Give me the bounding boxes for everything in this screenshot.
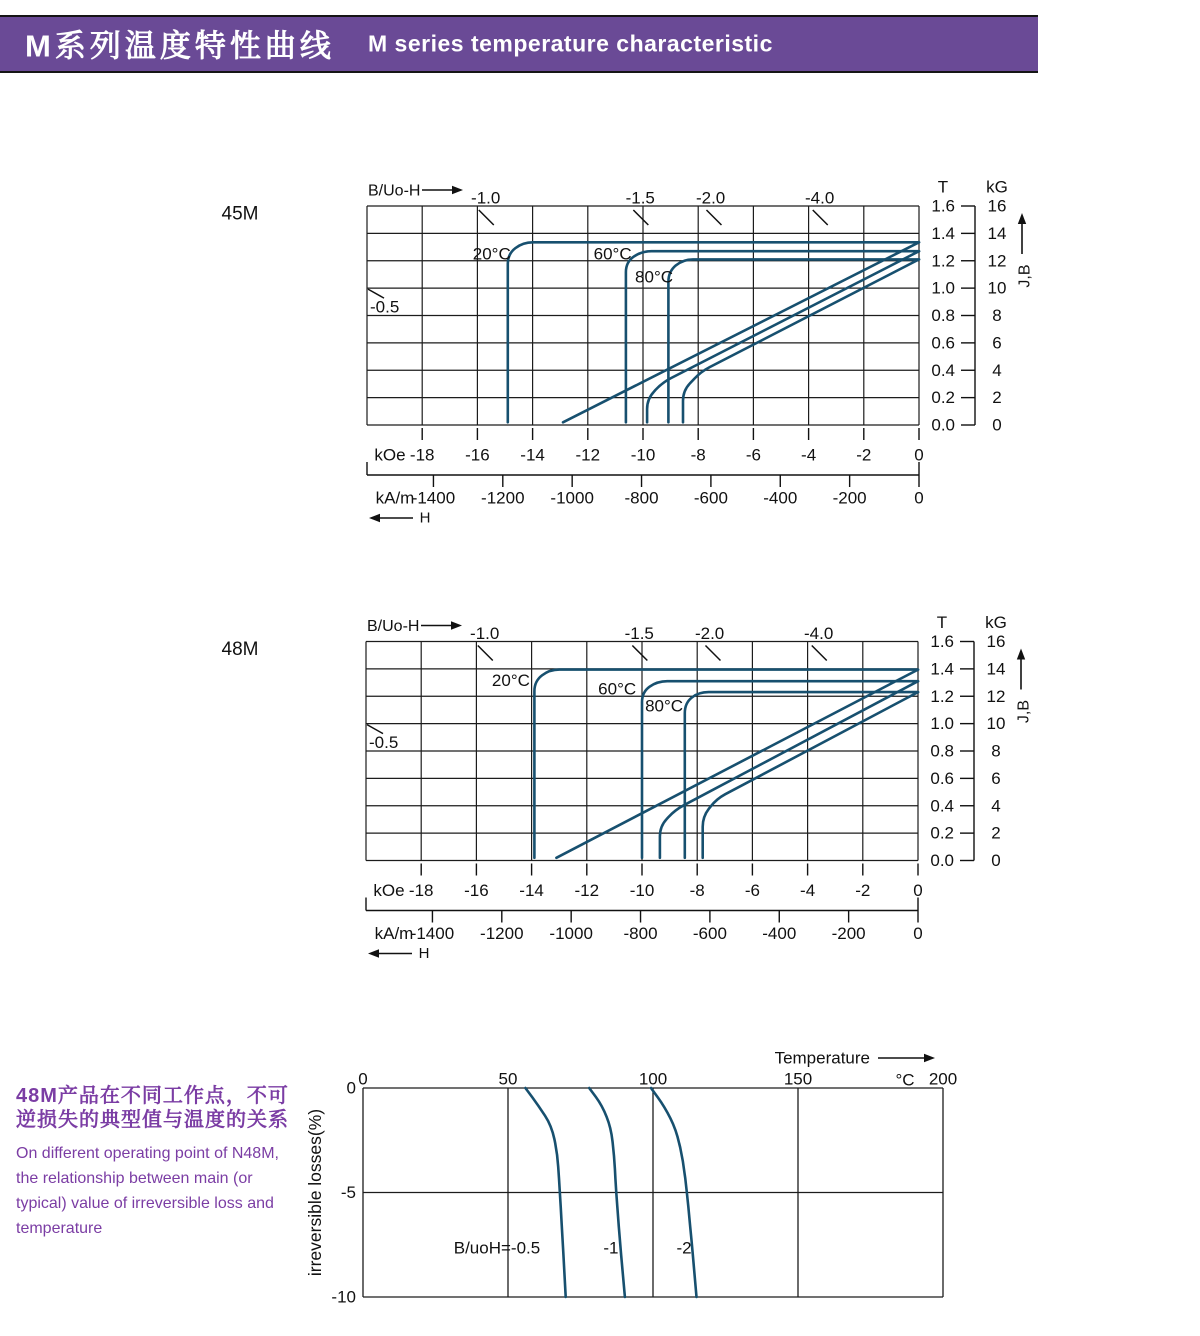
note-zh-line-2: 逆损失的典型值与温度的关系 <box>16 1109 289 1131</box>
kg-tick-label: 0 <box>991 851 1001 870</box>
chart-title: 45M <box>221 203 259 225</box>
load-line-tick <box>706 210 721 225</box>
kAm-tick-label: -600 <box>692 924 727 943</box>
kOe-tick-label: -18 <box>408 881 434 900</box>
temp-label: 20°C <box>472 244 511 264</box>
kOe-tick-label: 0 <box>913 881 923 900</box>
load-line-tick <box>812 646 827 661</box>
temp-label: 60°C <box>598 679 637 699</box>
curve-60C-J <box>642 681 918 858</box>
page-title-zh: M系列温度特性曲线 <box>25 28 335 64</box>
jb-axis-label: J,B <box>1015 699 1033 724</box>
top-axis-arrow-head <box>452 186 463 194</box>
x-axis-title: Temperature <box>774 1048 870 1068</box>
note-zh-line-1: 48M产品在不同工作点，不可 <box>16 1085 289 1107</box>
kOe-unit: kOe <box>374 445 406 465</box>
note-en-line-3: typical) value of irreversible loss and <box>16 1195 274 1212</box>
kOe-tick-label: -8 <box>689 881 705 900</box>
kg-tick-label: 12 <box>986 686 1006 706</box>
kg-tick-label: 4 <box>992 360 1002 380</box>
top-axis-label: B/Uo-H <box>367 618 420 635</box>
t-tick-label: 0.6 <box>931 333 955 353</box>
t-tick-label: 0.8 <box>931 306 955 325</box>
temp-label: 60°C <box>593 244 632 264</box>
kAm-tick-label: -1000 <box>549 924 593 943</box>
t-tick-label: 1.6 <box>930 632 954 651</box>
load-line-tick <box>479 210 494 225</box>
kAm-tick-label: 0 <box>913 924 923 943</box>
kOe-tick-label: -4 <box>800 881 816 900</box>
h-arrow-label: H <box>419 509 431 527</box>
loss-chart <box>305 1049 957 1307</box>
kg-tick-label: 6 <box>992 333 1002 353</box>
load-line-label: -1.0 <box>470 624 500 643</box>
load-line-tick <box>813 210 828 225</box>
temp-label: 20°C <box>491 671 530 691</box>
x-tick-label: 150 <box>783 1069 813 1089</box>
load-line-tick <box>632 646 647 661</box>
t-tick-label: 1.6 <box>931 196 955 216</box>
load-line-label: -1.0 <box>471 188 501 208</box>
temp-label: 80°C <box>635 267 674 287</box>
t-tick-label: 0.8 <box>930 741 954 761</box>
kg-tick-label: 2 <box>992 388 1002 408</box>
kOe-tick-label: -12 <box>575 445 601 465</box>
t-tick-label: 0.0 <box>930 851 954 870</box>
temp-label: 80°C <box>645 696 684 716</box>
x-tick-label: 0 <box>358 1069 368 1089</box>
loss-series-label: -2 <box>676 1238 692 1258</box>
kg-tick-label: 10 <box>987 278 1007 298</box>
kg-tick-label: 4 <box>991 796 1001 816</box>
note-en-line-4: temperature <box>16 1220 103 1237</box>
kAm-tick-label: -600 <box>693 488 728 508</box>
kAm-tick-label: -1200 <box>481 488 525 508</box>
y-tick-label: 0 <box>346 1078 356 1098</box>
load-line-label: -1.5 <box>624 624 654 643</box>
load-line-label-left: -0.5 <box>370 297 400 317</box>
kOe-tick-label: -8 <box>690 445 706 465</box>
kAm-tick-label: -800 <box>624 488 659 508</box>
kAm-tick-label: -200 <box>831 924 866 943</box>
loss-series-label: B/uoH=-0.5 <box>453 1238 541 1258</box>
curve-60C-B <box>647 251 919 422</box>
load-line-label-left: -0.5 <box>369 733 399 753</box>
curve-20C-J <box>534 670 918 858</box>
kg-tick-label: 12 <box>987 251 1007 271</box>
kAm-tick-label: -800 <box>623 924 658 943</box>
kAm-tick-label: -1000 <box>550 488 594 508</box>
kg-tick-label: 2 <box>991 823 1001 843</box>
bh-chart-48M <box>222 613 1033 962</box>
jb-arrow-head <box>1018 213 1026 224</box>
bh-chart-45M <box>222 178 1034 527</box>
kAm-tick-label: 0 <box>914 488 924 508</box>
jb-axis-label: J,B <box>1016 264 1034 288</box>
kOe-tick-label: -6 <box>744 881 760 900</box>
h-arrow-head <box>368 949 379 957</box>
load-line-label: -2.0 <box>694 624 725 643</box>
kOe-tick-label: -6 <box>745 445 761 465</box>
t-tick-label: 0.4 <box>931 360 955 380</box>
t-axis-header: T <box>936 613 948 632</box>
kOe-unit: kOe <box>373 881 405 900</box>
kOe-tick-label: -2 <box>856 445 872 465</box>
kg-tick-label: 6 <box>991 768 1001 788</box>
kOe-tick-label: -2 <box>855 881 871 900</box>
kOe-tick-label: -10 <box>629 881 655 900</box>
chart-title: 48M <box>221 639 259 660</box>
curve-20C-B <box>563 242 919 422</box>
kg-tick-label: 0 <box>992 415 1002 435</box>
kg-tick-label: 10 <box>986 714 1006 734</box>
kOe-tick-label: -12 <box>574 881 600 900</box>
x-tick-label: 200 <box>928 1069 958 1089</box>
t-tick-label: 1.4 <box>931 223 955 243</box>
kg-tick-label: 14 <box>987 223 1007 243</box>
curve-20C-J <box>508 242 919 422</box>
kAm-unit: kA/m <box>375 488 415 508</box>
loss-series-label: -1 <box>603 1238 619 1258</box>
kg-tick-label: 16 <box>986 632 1006 651</box>
t-tick-label: 1.0 <box>931 278 955 298</box>
t-tick-label: 0.4 <box>930 796 954 816</box>
t-tick-label: 1.0 <box>930 714 954 734</box>
kAm-tick-label: -1200 <box>480 924 524 943</box>
kOe-tick-label: -14 <box>519 881 544 900</box>
t-tick-label: 0.2 <box>930 823 954 843</box>
t-tick-label: 1.2 <box>930 686 954 706</box>
kg-tick-label: 8 <box>991 741 1001 761</box>
load-line-label: -2.0 <box>695 188 726 208</box>
kOe-tick-label: -16 <box>465 445 490 465</box>
load-line-tick <box>705 646 720 661</box>
kOe-tick-label: -16 <box>464 881 489 900</box>
note-en-line-2: the relationship between main (or <box>16 1170 253 1187</box>
kAm-tick-label: -1400 <box>411 488 456 508</box>
t-tick-label: 0.2 <box>931 388 955 408</box>
kg-axis-header: kG <box>986 177 1008 197</box>
kAm-tick-label: -400 <box>762 924 797 943</box>
kAm-tick-label: -1400 <box>410 924 455 943</box>
kg-axis-header: kG <box>985 613 1007 632</box>
kOe-tick-label: -18 <box>409 445 435 465</box>
load-line-label: -4.0 <box>803 624 834 643</box>
t-tick-label: 1.4 <box>930 659 954 679</box>
x-axis-unit: °C <box>895 1070 915 1090</box>
x-tick-label: 50 <box>498 1069 518 1089</box>
y-tick-label: -5 <box>340 1183 356 1202</box>
t-tick-label: 1.2 <box>931 251 955 271</box>
kOe-tick-label: 0 <box>914 445 924 465</box>
h-arrow-label: H <box>418 945 430 962</box>
page-title-en: M series temperature characteristic <box>368 30 773 57</box>
t-tick-label: 0.6 <box>930 768 954 788</box>
h-arrow-head <box>369 514 380 522</box>
y-axis-title: irreversible losses(%) <box>305 1108 325 1277</box>
kg-tick-label: 16 <box>987 196 1007 216</box>
top-axis-arrow-head <box>451 621 462 629</box>
temperature-arrow-head <box>924 1054 935 1062</box>
kOe-tick-label: -4 <box>801 445 817 465</box>
x-tick-label: 100 <box>638 1069 668 1089</box>
kAm-tick-label: -200 <box>832 488 867 508</box>
curve-60C-B <box>660 681 918 858</box>
top-axis-label: B/Uo-H <box>368 182 421 200</box>
jb-arrow-head <box>1017 649 1025 660</box>
kOe-tick-label: -10 <box>630 445 656 465</box>
kg-tick-label: 8 <box>992 306 1002 325</box>
load-line-label: -1.5 <box>625 188 655 208</box>
t-tick-label: 0.0 <box>931 415 955 435</box>
load-line-tick <box>633 210 648 225</box>
kOe-tick-label: -14 <box>520 445 545 465</box>
kg-tick-label: 14 <box>986 659 1006 679</box>
y-tick-label: -10 <box>331 1287 356 1307</box>
load-line-tick <box>478 646 493 661</box>
kAm-unit: kA/m <box>374 924 414 943</box>
note-en-line-1: On different operating point of N48M, <box>16 1145 279 1162</box>
t-axis-header: T <box>937 177 949 197</box>
kAm-tick-label: -400 <box>763 488 798 508</box>
load-line-label: -4.0 <box>804 188 835 208</box>
